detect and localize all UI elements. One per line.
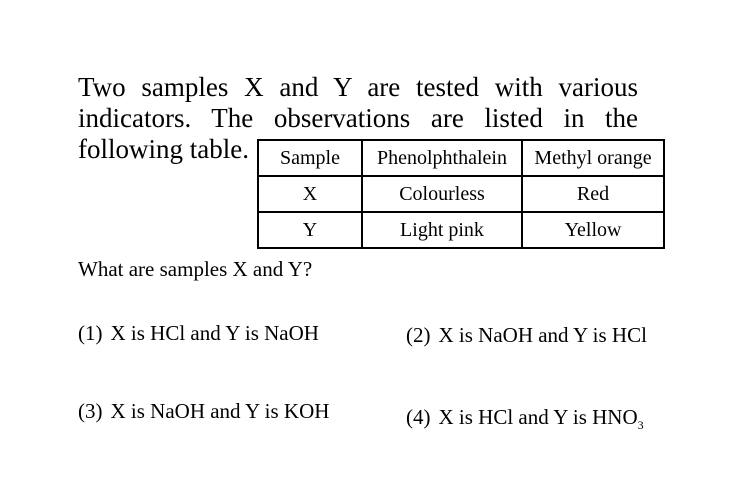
option-1[interactable] [78,321,319,346]
table-row [258,212,664,248]
table-header-row [258,140,664,176]
option-text: X is HCl and Y is HNO [438,405,638,429]
option-number: (2) [406,323,431,347]
option-number: (4) [406,405,431,429]
table-cell-sample: Y [258,212,362,248]
table-row [258,176,664,212]
table-cell-methyl-orange: Red [522,176,664,212]
option-text: X is HCl and Y is NaOH [110,321,319,345]
option-number: (1) [78,321,103,345]
option-subscript: 3 [637,418,644,432]
option-3[interactable] [78,399,329,424]
stem-line-3: following table. [78,134,249,164]
table-cell-phenolphthalein: Light pink [362,212,522,248]
option-text: X is NaOH and Y is KOH [110,399,330,423]
header-sample: Sample [258,140,362,176]
question-text: What are samples X and Y? [78,257,313,281]
stem-line-1: Two samples X and Y are tested with various [78,72,638,102]
stem-line-2: indicators. The observations are listed in the [78,103,638,133]
option-4[interactable] [406,405,644,430]
header-phenolphthalein: Phenolphthalein [362,140,522,176]
option-2[interactable] [406,323,647,348]
table-cell-phenolphthalein: Colourless [362,176,522,212]
option-number: (3) [78,399,103,423]
table-cell-sample: X [258,176,362,212]
observations-table [257,139,665,249]
table-cell-methyl-orange: Yellow [522,212,664,248]
option-text: X is NaOH and Y is HCl [438,323,647,347]
header-methyl-orange: Methyl orange [522,140,664,176]
